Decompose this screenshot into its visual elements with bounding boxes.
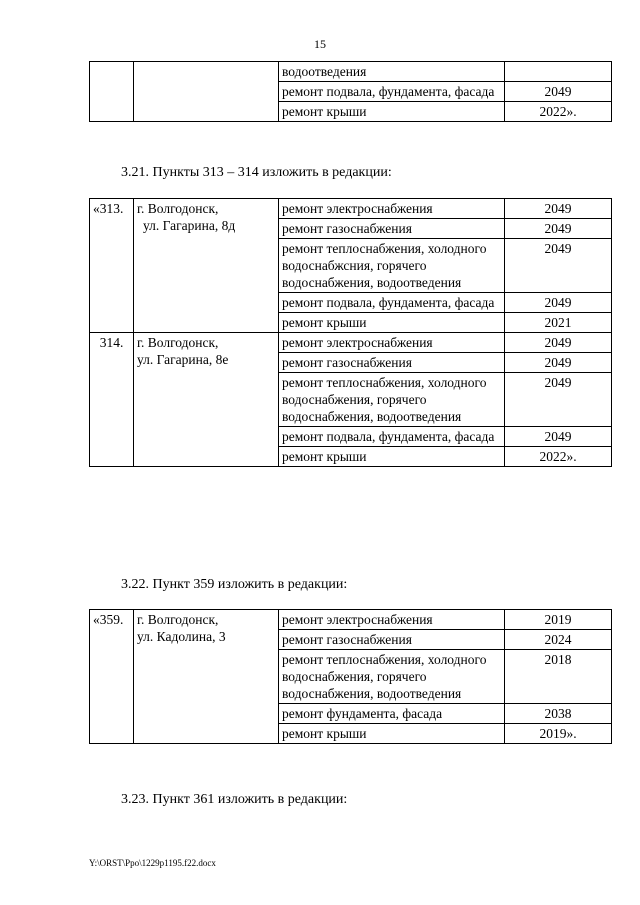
address-line: г. Волгодонск, xyxy=(137,335,219,350)
table-row xyxy=(90,62,612,82)
address-cell xyxy=(134,199,279,333)
work-cell: ремонт газоснабжения xyxy=(279,219,505,239)
address-line: ул. Кадолина, 3 xyxy=(137,629,226,644)
paragraph-3-22: 3.22. Пункт 359 изложить в редакции: xyxy=(121,577,348,592)
address-line: ул. Гагарина, 8д xyxy=(143,218,236,233)
work-cell: ремонт крыши xyxy=(279,313,505,333)
work-cell: ремонт теплоснабжения, холодного водоснабжсния, горячего водоснабжения, водоотведения xyxy=(279,239,505,293)
table-313-314 xyxy=(89,198,612,467)
table-row xyxy=(90,333,612,353)
num-cell xyxy=(90,62,134,122)
year-cell: 2049 xyxy=(505,239,612,293)
year-cell: 2049 xyxy=(505,293,612,313)
file-path-footer: Y:\ORST\Ppo\1229p1195.f22.docx xyxy=(89,858,216,868)
year-cell: 2018 xyxy=(505,650,612,704)
work-cell: ремонт электроснабжения xyxy=(279,333,505,353)
year-cell: 2024 xyxy=(505,630,612,650)
year-cell: 2022». xyxy=(505,447,612,467)
work-cell: ремонт крыши xyxy=(279,102,505,122)
work-cell: ремонт электроснабжения xyxy=(279,610,505,630)
work-cell: ремонт подвала, фундамента, фасада xyxy=(279,293,505,313)
paragraph-3-23: 3.23. Пункт 361 изложить в редакции: xyxy=(121,792,348,807)
year-cell: 2049 xyxy=(505,82,612,102)
paragraph-3-21: 3.21. Пункты 313 – 314 изложить в редакции: xyxy=(121,165,392,180)
year-cell xyxy=(505,62,612,82)
item-number: 314. xyxy=(90,333,134,467)
work-cell: ремонт подвала, фундамента, фасада xyxy=(279,427,505,447)
item-number: «313. xyxy=(90,199,134,333)
address-cell xyxy=(134,610,279,744)
year-cell: 2019 xyxy=(505,610,612,630)
table-continuation xyxy=(89,61,612,122)
year-cell: 2038 xyxy=(505,704,612,724)
year-cell: 2022». xyxy=(505,102,612,122)
table-row xyxy=(90,199,612,219)
year-cell: 2049 xyxy=(505,427,612,447)
year-cell: 2021 xyxy=(505,313,612,333)
work-cell: ремонт теплоснабжения, холодного водоснабжения, горячего водоснабжения, водоотведения xyxy=(279,373,505,427)
table-row xyxy=(90,610,612,630)
year-cell: 2049 xyxy=(505,199,612,219)
item-number: «359. xyxy=(90,610,134,744)
work-cell: ремонт крыши xyxy=(279,724,505,744)
work-cell: ремонт подвала, фундамента, фасада xyxy=(279,82,505,102)
work-cell: ремонт газоснабжения xyxy=(279,353,505,373)
address-cell xyxy=(134,62,279,122)
address-line: г. Волгодонск, xyxy=(137,201,219,216)
address-line: г. Волгодонск, xyxy=(137,612,219,627)
year-cell: 2019». xyxy=(505,724,612,744)
year-cell: 2049 xyxy=(505,373,612,427)
year-cell: 2049 xyxy=(505,219,612,239)
year-cell: 2049 xyxy=(505,353,612,373)
table-359 xyxy=(89,609,612,744)
work-cell: ремонт теплоснабжения, холодного водоснабжения, горячего водоснабжения, водоотведения xyxy=(279,650,505,704)
work-cell: ремонт электроснабжения xyxy=(279,199,505,219)
work-cell: ремонт крыши xyxy=(279,447,505,467)
year-cell: 2049 xyxy=(505,333,612,353)
address-line: ул. Гагарина, 8е xyxy=(137,352,229,367)
address-cell xyxy=(134,333,279,467)
work-cell: водоотведения xyxy=(279,62,505,82)
work-cell: ремонт газоснабжения xyxy=(279,630,505,650)
work-cell: ремонт фундамента, фасада xyxy=(279,704,505,724)
page-number: 15 xyxy=(314,37,326,51)
